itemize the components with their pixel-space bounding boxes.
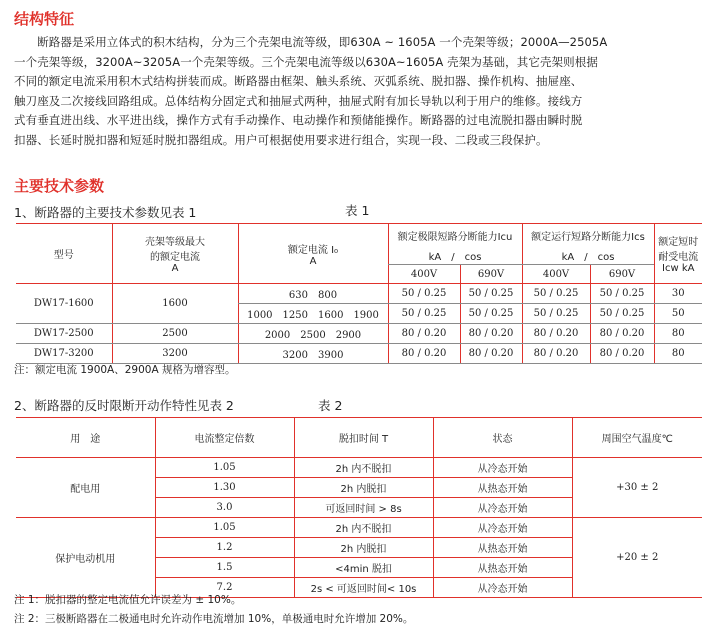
cell-icu690: 50 / 0.25 xyxy=(460,284,522,304)
cell-multiple: 1.05 xyxy=(155,458,294,478)
cell-ics690: 50 / 0.25 xyxy=(590,304,654,324)
header-400v: 400V xyxy=(388,265,460,284)
cell-icu400: 80 / 0.20 xyxy=(388,324,460,344)
cell-time: <4min 脱扣 xyxy=(294,558,433,578)
paragraph-line: 不同的额定电流采用积木式结构拼装而成。断路器由框架、触头系统、灭弧系统、脱扣器、操作机构、抽屉座、 xyxy=(14,74,583,89)
table1-note: 注：额定电流 1900A、2900A 规格为增容型。 xyxy=(14,364,236,376)
paragraph-line: 式有垂直进出线、水平进出线，操作方式有手动操作、电动操作和预储能操作。断路器的过电流脱扣器由瞬时脱 xyxy=(14,113,583,128)
section-title-specs: 主要技术参数 xyxy=(14,177,105,195)
header-rated-current: 额定电流 I₀ A xyxy=(238,224,388,284)
cell-icw: 30 xyxy=(654,284,702,304)
table1-heading: 1、断路器的主要技术参数见表 1 xyxy=(14,205,197,220)
cell-multiple: 1.5 xyxy=(155,558,294,578)
header-short-time: 额定短时 耐受电流 Icw kA xyxy=(654,224,702,284)
cell-frame: 3200 xyxy=(112,344,238,364)
cell-temp: +30 ± 2 xyxy=(572,458,702,518)
section-title-structure: 结构特征 xyxy=(14,10,75,28)
table-row xyxy=(16,458,702,478)
header-state: 状态 xyxy=(433,418,572,458)
cell-icu690: 50 / 0.25 xyxy=(460,304,522,324)
table2-note-1: 注 1：脱扣器的整定电流值允许误差为 ± 10%。 xyxy=(14,594,242,606)
header-model: 型号 xyxy=(16,224,112,284)
header-use: 用 途 xyxy=(16,418,155,458)
cell-ics690: 80 / 0.20 xyxy=(590,344,654,364)
cell-model: DW17-1600 xyxy=(16,284,112,324)
cell-state: 从冷态开始 xyxy=(433,578,572,598)
paragraph-line: 一个壳架等级，3200A~3205A一个壳架等级。三个壳架电流等级以630A~1605A 壳架为基础，其它壳架则根据 xyxy=(14,54,598,69)
cell-frame: 2500 xyxy=(112,324,238,344)
cell-icu400: 50 / 0.25 xyxy=(388,284,460,304)
header-limit-breaking: 额定极限短路分断能力Icu xyxy=(388,224,522,246)
cell-temp: +20 ± 2 xyxy=(572,518,702,598)
header-400v: 400V xyxy=(522,265,590,284)
table-row xyxy=(16,344,702,364)
cell-multiple: 1.05 xyxy=(155,518,294,538)
cell-icu690: 80 / 0.20 xyxy=(460,324,522,344)
cell-ics400: 80 / 0.20 xyxy=(522,324,590,344)
cell-ics690: 80 / 0.20 xyxy=(590,324,654,344)
limit-units: kA / cos xyxy=(388,246,522,265)
table-row xyxy=(16,284,702,304)
cell-rated: 3200 3900 xyxy=(238,344,388,364)
cell-time: 2h 内脱扣 xyxy=(294,538,433,558)
header-temp: 周围空气温度℃ xyxy=(572,418,702,458)
header-690v: 690V xyxy=(460,265,522,284)
table2-heading: 2、断路器的反时限断开动作特性见表 2 xyxy=(14,398,234,413)
header-multiple: 电流整定倍数 xyxy=(155,418,294,458)
cell-use: 配电用 xyxy=(16,458,155,518)
header-service-breaking: 额定运行短路分断能力Ics xyxy=(522,224,654,246)
cell-icw: 80 xyxy=(654,344,702,364)
header-690v: 690V xyxy=(590,265,654,284)
cell-multiple: 3.0 xyxy=(155,498,294,518)
cell-ics400: 50 / 0.25 xyxy=(522,284,590,304)
service-units: kA / cos xyxy=(522,246,654,265)
cell-multiple: 1.2 xyxy=(155,538,294,558)
cell-rated: 1000 1250 1600 1900 xyxy=(238,304,388,324)
cell-state: 从冷态开始 xyxy=(433,498,572,518)
cell-time: 2h 内脱扣 xyxy=(294,478,433,498)
cell-rated: 2000 2500 2900 xyxy=(238,324,388,344)
table-row xyxy=(16,518,702,538)
cell-icw: 80 xyxy=(654,324,702,344)
cell-icu690: 80 / 0.20 xyxy=(460,344,522,364)
cell-ics400: 50 / 0.25 xyxy=(522,304,590,324)
table2-caption: 表 2 xyxy=(318,398,343,413)
cell-state: 从热态开始 xyxy=(433,558,572,578)
cell-ics690: 50 / 0.25 xyxy=(590,284,654,304)
header-frame-current: 壳架等级最大 的额定电流 A xyxy=(112,224,238,284)
cell-state: 从冷态开始 xyxy=(433,518,572,538)
table1-caption: 表 1 xyxy=(345,203,370,218)
structure-paragraph xyxy=(14,33,714,151)
paragraph-line: 触刀座及二次接线回路组成。总体结构分固定式和抽屉式两种，抽屉式附有加长导轨以利于用户的维修。接线方 xyxy=(14,93,583,108)
table2-note-2: 注 2：三极断路器在二极通电时允许动作电流增加 10%，单极通电时允许增加 20%。 xyxy=(14,613,414,625)
cell-rated: 630 800 xyxy=(238,284,388,304)
cell-time: 2s < 可返回时间< 10s xyxy=(294,578,433,598)
cell-time: 2h 内不脱扣 xyxy=(294,458,433,478)
cell-state: 从热态开始 xyxy=(433,538,572,558)
cell-multiple: 7.2 xyxy=(155,578,294,598)
cell-icw: 50 xyxy=(654,304,702,324)
cell-frame: 1600 xyxy=(112,284,238,324)
table1 xyxy=(16,224,702,364)
cell-model: DW17-3200 xyxy=(16,344,112,364)
header-time: 脱扣时间 T xyxy=(294,418,433,458)
cell-time: 2h 内不脱扣 xyxy=(294,518,433,538)
cell-icu400: 80 / 0.20 xyxy=(388,344,460,364)
cell-time: 可返回时间 > 8s xyxy=(294,498,433,518)
cell-icu400: 50 / 0.25 xyxy=(388,304,460,324)
cell-ics400: 80 / 0.20 xyxy=(522,344,590,364)
cell-model: DW17-2500 xyxy=(16,324,112,344)
cell-state: 从热态开始 xyxy=(433,478,572,498)
cell-use: 保护电动机用 xyxy=(16,518,155,598)
table-row xyxy=(16,324,702,344)
paragraph-line: 扣器、长延时脱扣器和短延时脱扣器组成。用户可根据使用要求进行组合，实现一段、二段或三段保护。 xyxy=(14,132,548,147)
cell-multiple: 1.30 xyxy=(155,478,294,498)
cell-state: 从冷态开始 xyxy=(433,458,572,478)
table2 xyxy=(16,417,702,598)
paragraph-line: 断路器是采用立体式的积木结构，分为三个壳架电流等级，即630A ~ 1605A 一个壳架等级；2000A—2505A xyxy=(14,35,608,49)
